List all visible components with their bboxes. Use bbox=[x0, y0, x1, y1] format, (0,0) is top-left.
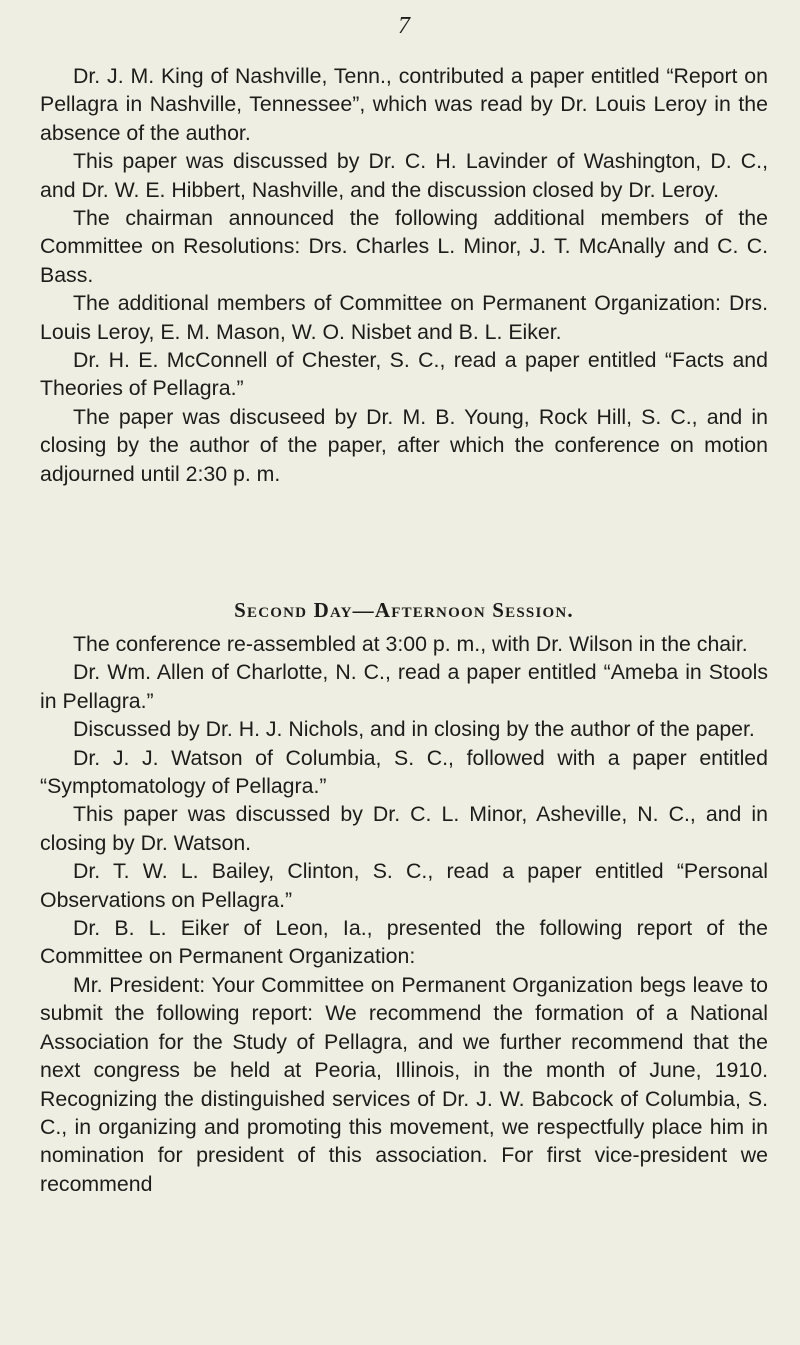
section-heading: Second Day—Afternoon Session. bbox=[234, 598, 574, 622]
paragraph-lavinder-discussion: This paper was discussed by Dr. C. H. Lavinder of Washington, D. C., and Dr. W. E. Hibbert, Nashville, and the discussion closed by Dr. Leroy. bbox=[40, 149, 768, 202]
paragraph-minor-discussion: This paper was discussed by Dr. C. L. Minor, Asheville, N. C., and in closing by Dr. Watson. bbox=[40, 802, 768, 855]
paragraph-eiker-report: Dr. B. L. Eiker of Leon, Ia., presented the following report of the Committee on Permanent Organization: bbox=[40, 916, 768, 969]
paragraph-resolutions-committee: The chairman announced the following additional members of the Committee on Resolutions: Drs. Charles L. Minor, J. T. McAnally and C. C. Bass. bbox=[40, 206, 768, 287]
section-morning-proceedings bbox=[40, 62, 768, 488]
paragraph-mcconnell-paper: Dr. H. E. McConnell of Chester, S. C., read a paper entitled “Facts and Theories of Pellagra.” bbox=[40, 348, 768, 401]
paragraph-king-paper: Dr. J. M. King of Nashville, Tenn., contributed a paper entitled “Report on Pellagra in Nashville, Tennessee”, which was read by Dr. Louis Leroy in the absence of the author. bbox=[40, 64, 768, 145]
paragraph-watson-paper: Dr. J. J. Watson of Columbia, S. C., followed with a paper entitled “Symptomatology of Pellagra.” bbox=[40, 745, 768, 799]
paragraph-bailey-paper: Dr. T. W. L. Bailey, Clinton, S. C., read a paper entitled “Personal Observations on Pellagra.” bbox=[40, 859, 768, 912]
paragraph-reassembled: The conference re-assembled at 3:00 p. m., with Dr. Wilson in the chair. bbox=[73, 632, 748, 656]
paragraph-committee-report: Mr. President: Your Committee on Permanent Organization begs leave to submit the following report: We recommend the formation of a National Association for the Study of Pellagra, and we further recommend that the next congress be held at Peoria, Illinois, in the month of June, 1910. Recognizing the distinguished services of Dr. J. W. Babcock of Columbia, S. C., in organizing and promoting this movement, we respectfully place him in nomination for president of this association. For first vice-president we recommend bbox=[40, 972, 768, 1196]
paragraph-adjournment: The paper was discuseed by Dr. M. B. Young, Rock Hill, S. C., and in closing by the author of the paper, after which the conference on motion adjourned until 2:30 p. m. bbox=[40, 404, 768, 486]
section-afternoon-session bbox=[40, 630, 768, 1198]
page-number: 7 bbox=[398, 13, 410, 39]
paragraph-organization-committee: The additional members of Committee on Permanent Organization: Drs. Louis Leroy, E. M. Mason, W. O. Nisbet and B. L. Eiker. bbox=[40, 291, 768, 344]
paragraph-nichols-discussion: Discussed by Dr. H. J. Nichols, and in closing by the author of the paper. bbox=[73, 717, 755, 742]
paragraph-allen-paper: Dr. Wm. Allen of Charlotte, N. C., read a paper entitled “Ameba in Stools in Pellagra.” bbox=[40, 660, 768, 713]
